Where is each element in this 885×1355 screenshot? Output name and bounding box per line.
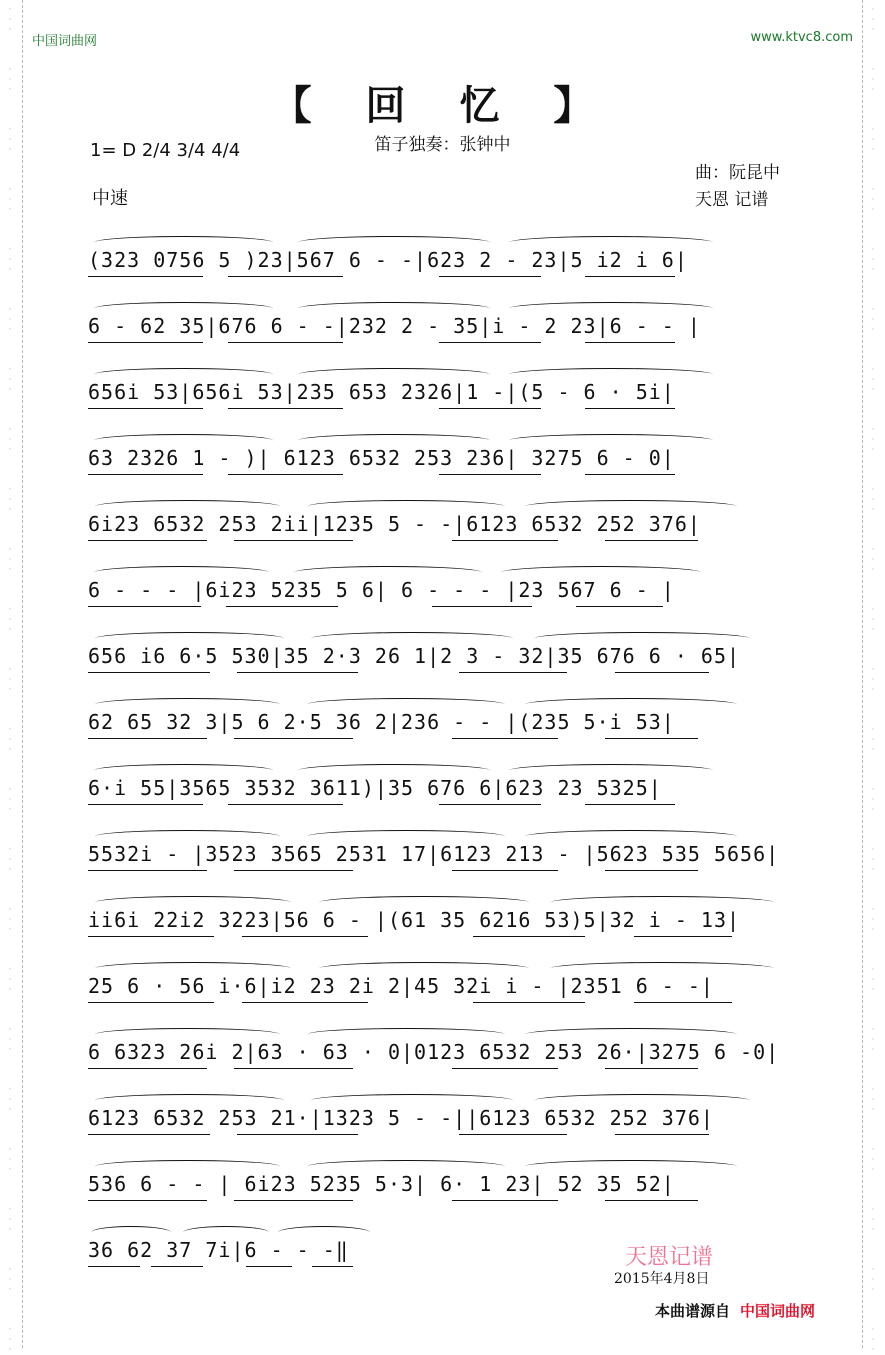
watermark-glyph: · · ·: [871, 5, 875, 35]
slur-mark: [550, 896, 774, 909]
beam-underline: [312, 1266, 352, 1267]
beam-underline: [88, 870, 207, 871]
watermark-glyph: · · ·: [871, 1085, 875, 1115]
site-url-link[interactable]: www.ktvc8.com: [750, 30, 853, 45]
watermark-glyph: · · ·: [871, 425, 875, 455]
beam-underline: [234, 540, 353, 541]
slur-mark: [94, 302, 273, 315]
score-line-notes: 6·i 55|3565 3532 3611)|35 676 6|623 23 5325|: [88, 776, 662, 800]
watermark-glyph: · · ·: [8, 5, 12, 35]
slur-mark: [319, 896, 529, 909]
slur-mark: [298, 434, 489, 447]
score-line: [88, 962, 808, 1028]
watermark-glyph: · · ·: [8, 1205, 12, 1235]
beam-underline: [605, 738, 698, 739]
score-title: 【 回 忆 】: [271, 83, 614, 129]
score-line-notes: (323 0756 5 )23|567 6 - -|623 2 - 23|5 i2 i 6|: [88, 248, 688, 272]
slur-mark: [525, 830, 737, 843]
beam-underline: [88, 1068, 207, 1069]
slur-mark: [509, 764, 713, 777]
beam-underline: [246, 1266, 292, 1267]
slur-mark: [95, 830, 281, 843]
beam-underline: [88, 276, 203, 277]
slur-mark: [501, 566, 701, 579]
slur-mark: [307, 500, 506, 513]
score-line-notes: 63 2326 1 - )| 6123 6532 253 236| 3275 6 - 0|: [88, 446, 675, 470]
slur-mark: [525, 1028, 737, 1041]
watermark-glyph: · · ·: [8, 905, 12, 935]
beam-underline: [439, 276, 541, 277]
slur-mark: [509, 434, 713, 447]
watermark-glyph: · · ·: [871, 245, 875, 275]
score-line-notes: 5532i - |3523 3565 2531 17|6123 213 - |5623 535 5656|: [88, 842, 780, 866]
beam-underline: [88, 1200, 207, 1201]
beam-underline: [634, 936, 732, 937]
slur-mark: [95, 962, 291, 975]
beam-underline: [473, 936, 585, 937]
left-margin-watermark: [0, 0, 23, 1355]
transcriber-credit: 天恩 记谱: [695, 190, 769, 210]
watermark-glyph: · · ·: [871, 1025, 875, 1055]
slur-mark: [311, 1094, 514, 1107]
right-margin-watermark: [862, 0, 885, 1355]
watermark-glyph: · · ·: [871, 725, 875, 755]
beam-underline: [473, 1002, 585, 1003]
watermark-glyph: · · ·: [8, 545, 12, 575]
watermark-glyph: · · ·: [871, 305, 875, 335]
key-signature: 1= D 2/4 3/4 4/4: [90, 140, 241, 161]
slur-mark: [95, 500, 281, 513]
score-line-notes: 6i23 6532 253 2ii|1235 5 - -|6123 6532 252 376|: [88, 512, 701, 536]
watermark-glyph: · · ·: [8, 185, 12, 215]
watermark-glyph: · · ·: [8, 425, 12, 455]
beam-underline: [88, 342, 203, 343]
tempo-marking: 中速: [92, 188, 128, 209]
beam-underline: [88, 936, 214, 937]
watermark-glyph: · · ·: [8, 125, 12, 155]
score-line: [88, 1094, 808, 1160]
beam-underline: [151, 1266, 203, 1267]
score-line-notes: 6 6323 26i 2|63 · 63 · 0|0123 6532 253 26·|3275 6 -0|: [88, 1040, 780, 1064]
slur-mark: [307, 1160, 506, 1173]
score-subtitle: 笛子独奏：张钟中: [374, 135, 511, 155]
slur-mark: [307, 698, 506, 711]
beam-underline: [88, 738, 207, 739]
beam-underline: [634, 1002, 732, 1003]
watermark-glyph: · · ·: [871, 65, 875, 95]
watermark-glyph: · · ·: [871, 785, 875, 815]
beam-underline: [228, 474, 343, 475]
watermark-glyph: · · ·: [8, 305, 12, 335]
slur-mark: [525, 500, 737, 513]
slur-mark: [298, 236, 489, 249]
beam-underline: [234, 1200, 353, 1201]
beam-underline: [228, 804, 343, 805]
slur-mark: [94, 764, 273, 777]
beam-underline: [432, 606, 532, 607]
beam-underline: [439, 804, 541, 805]
slur-mark: [95, 632, 284, 645]
watermark-glyph: · · ·: [871, 185, 875, 215]
score-line-notes: 6 - 62 35|676 6 - -|232 2 - 35|i - 2 23|6 - - |: [88, 314, 701, 338]
composer-credit: 曲：阮昆中: [695, 163, 780, 183]
slur-mark: [298, 368, 489, 381]
watermark-glyph: · · ·: [871, 1205, 875, 1235]
slur-mark: [298, 764, 489, 777]
slur-mark: [550, 962, 774, 975]
score-line: [88, 1028, 808, 1094]
beam-underline: [605, 540, 698, 541]
watermark-glyph: · · ·: [8, 605, 12, 635]
watermark-glyph: · · ·: [871, 665, 875, 695]
beam-underline: [242, 936, 368, 937]
slur-mark: [525, 698, 737, 711]
beam-underline: [585, 474, 674, 475]
score-line: [88, 368, 808, 434]
watermark-glyph: · · ·: [8, 1145, 12, 1175]
beam-underline: [459, 672, 567, 673]
watermark-glyph: · · ·: [8, 1085, 12, 1115]
watermark-glyph: · · ·: [8, 965, 12, 995]
source-brand-link[interactable]: 中国词曲网: [740, 1302, 816, 1320]
score-line: [88, 434, 808, 500]
score-line: [88, 1160, 808, 1226]
beam-underline: [234, 738, 353, 739]
watermark-glyph: · · ·: [8, 785, 12, 815]
beam-underline: [234, 1068, 353, 1069]
slur-mark: [94, 368, 273, 381]
beam-underline: [88, 672, 210, 673]
slur-mark: [298, 302, 489, 315]
score-line: [88, 830, 808, 896]
transcription-date: 2015年4月8日: [614, 1271, 710, 1287]
score-line: [88, 764, 808, 830]
score-line: [88, 896, 808, 962]
slur-mark: [95, 698, 281, 711]
slur-mark: [534, 1094, 750, 1107]
score-line-notes: 25 6 · 56 i·6|i2 23 2i 2|45 32i i - |2351 6 - -|: [88, 974, 714, 998]
beam-underline: [88, 606, 201, 607]
beam-underline: [585, 804, 674, 805]
beam-underline: [605, 1200, 698, 1201]
beam-underline: [237, 672, 359, 673]
score-line: [88, 236, 808, 302]
score-line: [88, 302, 808, 368]
score-line-notes: 536 6 - - | 6i23 5235 5·3| 6· 1 23| 52 35 52|: [88, 1172, 675, 1196]
beam-underline: [452, 1200, 558, 1201]
watermark-glyph: · · ·: [8, 245, 12, 275]
watermark-glyph: · · ·: [871, 905, 875, 935]
beam-underline: [88, 804, 203, 805]
watermark-glyph: · · ·: [8, 65, 12, 95]
score-line: [88, 500, 808, 566]
beam-underline: [237, 1134, 359, 1135]
watermark-glyph: · · ·: [8, 1025, 12, 1055]
watermark-glyph: · · ·: [871, 365, 875, 395]
slur-mark: [534, 632, 750, 645]
watermark-glyph: · · ·: [871, 1265, 875, 1295]
score-line-notes: ii6i 22i2 3223|56 6 - |(61 35 6216 53)5|32 i - 13|: [88, 908, 741, 932]
watermark-glyph: · · ·: [871, 845, 875, 875]
slur-mark: [319, 962, 529, 975]
beam-underline: [605, 1068, 698, 1069]
watermark-glyph: · · ·: [871, 485, 875, 515]
beam-underline: [615, 1134, 710, 1135]
slur-mark: [95, 1028, 281, 1041]
slur-mark: [94, 236, 273, 249]
slur-mark: [509, 302, 713, 315]
beam-underline: [615, 672, 710, 673]
beam-underline: [439, 342, 541, 343]
slur-mark: [91, 1226, 172, 1239]
slur-mark: [95, 896, 291, 909]
score-line-notes: 656i 53|656i 53|235 653 2326|1 -|(5 - 6 · 5i|: [88, 380, 675, 404]
beam-underline: [585, 408, 674, 409]
source-footer: [655, 1300, 815, 1321]
beam-underline: [439, 408, 541, 409]
score-line: [88, 566, 808, 632]
source-label: 本曲谱源自: [655, 1302, 731, 1320]
beam-underline: [88, 474, 203, 475]
slur-mark: [311, 632, 514, 645]
slur-mark: [95, 1094, 284, 1107]
score-line: [88, 698, 808, 764]
score-line-notes: 6123 6532 253 21·|1323 5 - -||6123 6532 252 376|: [88, 1106, 714, 1130]
beam-underline: [585, 342, 674, 343]
beam-underline: [234, 870, 353, 871]
slur-mark: [509, 368, 713, 381]
slur-mark: [294, 566, 482, 579]
slur-mark: [95, 1160, 281, 1173]
slur-mark: [94, 566, 269, 579]
slur-mark: [94, 434, 273, 447]
beam-underline: [228, 342, 343, 343]
beam-underline: [452, 738, 558, 739]
beam-underline: [88, 1134, 210, 1135]
beam-underline: [576, 606, 664, 607]
watermark-glyph: · · ·: [8, 485, 12, 515]
beam-underline: [605, 870, 698, 871]
watermark-glyph: · · ·: [871, 605, 875, 635]
beam-underline: [88, 540, 207, 541]
beam-underline: [585, 276, 674, 277]
watermark-glyph: · · ·: [871, 965, 875, 995]
beam-underline: [228, 276, 343, 277]
slur-mark: [525, 1160, 737, 1173]
score-line: [88, 632, 808, 698]
watermark-glyph: · · ·: [871, 125, 875, 155]
site-name-link[interactable]: 中国词曲网: [32, 34, 98, 49]
score-line-notes: 62 65 32 3|5 6 2·5 36 2|236 - - |(235 5·i 53|: [88, 710, 675, 734]
beam-underline: [226, 606, 339, 607]
beam-underline: [452, 540, 558, 541]
beam-underline: [88, 408, 203, 409]
beam-underline: [452, 870, 558, 871]
watermark-glyph: · · ·: [8, 845, 12, 875]
beam-underline: [88, 1266, 140, 1267]
beam-underline: [88, 1002, 214, 1003]
watermark-glyph: · · ·: [8, 365, 12, 395]
slur-mark: [183, 1226, 269, 1239]
slur-mark: [307, 1028, 506, 1041]
watermark-glyph: · · ·: [8, 665, 12, 695]
score-line-notes: 6 - - - |6i23 5235 5 6| 6 - - - |23 567 6 - |: [88, 578, 675, 602]
numbered-notation-score: [88, 236, 808, 1292]
watermark-glyph: · · ·: [871, 1145, 875, 1175]
beam-underline: [459, 1134, 567, 1135]
slur-mark: [509, 236, 713, 249]
watermark-glyph: · · ·: [871, 545, 875, 575]
score-line-notes: 656 i6 6·5 530|35 2·3 26 1|2 3 - 32|35 676 6 · 65|: [88, 644, 741, 668]
slur-mark: [278, 1226, 370, 1239]
transcriber-stamp: 天恩记谱: [625, 1245, 714, 1270]
beam-underline: [228, 408, 343, 409]
beam-underline: [439, 474, 541, 475]
beam-underline: [452, 1068, 558, 1069]
watermark-glyph: · · ·: [8, 725, 12, 755]
slur-mark: [307, 830, 506, 843]
beam-underline: [242, 1002, 368, 1003]
watermark-glyph: · · ·: [8, 1265, 12, 1295]
watermark-glyph: · · ·: [8, 1325, 12, 1355]
watermark-glyph: · · ·: [871, 1325, 875, 1355]
score-line-notes: 36 62 37 7i|6 - - -‖: [88, 1238, 349, 1262]
